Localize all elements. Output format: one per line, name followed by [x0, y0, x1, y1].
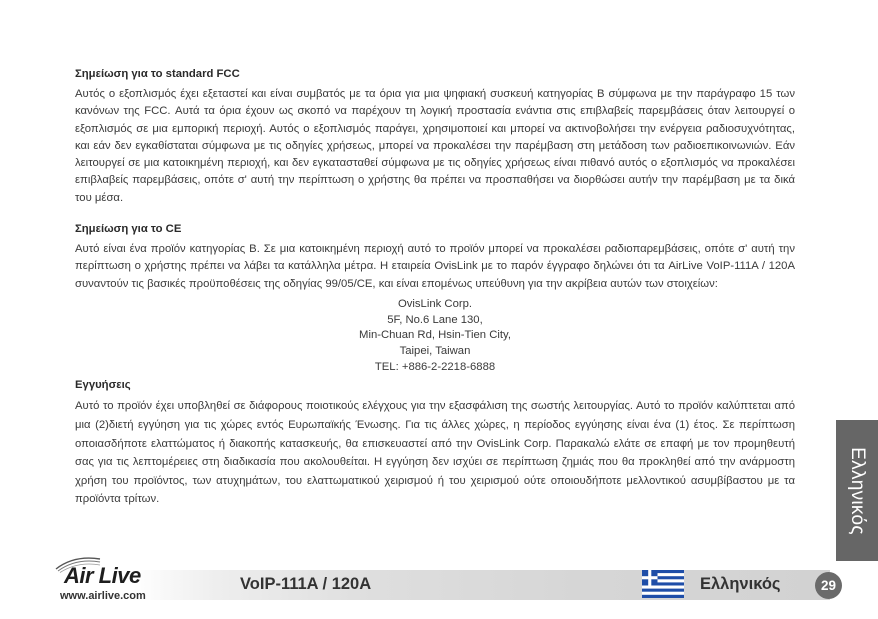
address-line: 5F, No.6 Lane 130,	[387, 313, 483, 326]
page-number: 29	[820, 578, 837, 593]
logo-wordmark: Air Live	[64, 563, 141, 588]
ce-heading: Σημείωση για το CE	[75, 223, 182, 236]
logo-url: www.airlive.com	[60, 590, 146, 602]
model-name: VoIP-111A / 120A	[240, 575, 372, 593]
document-body	[75, 66, 795, 509]
address-phone: TEL: +886-2-2218-6888	[374, 360, 496, 373]
airlive-logo	[54, 553, 178, 603]
address-line: Min-Chuan Rd, Hsin-Tien City,	[359, 329, 511, 342]
address-line: Taipei, Taiwan	[399, 345, 471, 358]
greek-flag-icon	[642, 570, 684, 598]
warranty-paragraph: Αυτό το προϊόν έχει υποβληθεί σε διάφορους ποιοτικούς ελέγχους για την εξασφάλιση της σωστής λειτουργίας. Αυτό το προϊόν καλύπτεται από μια (2)διετή εγγύηση για τις χώρες εντός Ευρωπαϊκής Ένωσης. Για τις άλλες χώρες, η περίοδος εγγύησης είναι ένα (1) έτος. Σε περίπτωση οποιασδήποτε ελαττώματος ή διακοπής κατασκευής, θα επισκευαστεί από την OvisLink Corp. Παρακαλώ ελάτε σε επαφή με τον προμηθευτή σας για τις λεπτομέρειες στη διαδικασία που ακολουθείται. Η εγγύηση δεν ισχύει σε περίπτωση ζημιάς που θα προκληθεί από την ανάρμοστη χρήση του προϊόντος, των ατυχημάτων, του ελαττωματικού χειρισμού ή του χειρισμού ούτε οποιουδήποτε μελλοντικού ασυμβίβαστου με τα προϊόντα τρίτων.	[75, 400, 795, 506]
fcc-heading: Σημείωση για το standard FCC	[75, 68, 240, 80]
side-tab-label: Ελληνικός	[847, 446, 868, 535]
language-side-tab	[836, 420, 878, 561]
warranty-heading: Εγγυήσεις	[75, 379, 131, 392]
company-address	[75, 297, 795, 376]
ce-paragraph: Αυτό είναι ένα προϊόν κατηγορίας B. Σε μια κατοικημένη περιοχή αυτό το προϊόν μπορεί να προκαλέσει ραδιοπαρεμβάσεις, οπότε σ' αυτή την περίπτωση ο χρήστης πρέπει να λάβει τα κατάλληλα μέτρα. Η εταιρεία OvisLink με το παρόν έγγραφο δηλώνει ότι τα AirLive VoIP-111A / 120A συναντούν τις βασικές προϋποθέσεις της οδηγίας 99/05/CE, και είναι επομένως υπεύθυνη για την ακρίβεια αυτών των στοιχείων:	[75, 243, 795, 290]
footer-language-label: Ελληνικός	[700, 575, 781, 593]
page-number-badge	[815, 572, 842, 599]
fcc-paragraph: Αυτός ο εξοπλισμός έχει εξεταστεί και είναι συμβατός με τα όρια για μια ψηφιακή συσκευή κατηγορίας B σύμφωνα με την παράγραφο 15 των κανόνων της FCC. Αυτά τα όρια έχουν ως σκοπό να παρέχουν τη λογική προστασία ενάντια στις επιβλαβείς παρεμβάσεις όταν λειτουργεί ο εξοπλισμός σε μια εμπορική περιοχή. Αυτός ο εξοπλισμός παράγει, χρησιμοποιεί και μπορεί να ακτινοβολήσει την ενέργεια ραδιοσυχνότητας, και εάν δεν εγκαθίσταται σύμφωνα με τις οδηγίες χρήσεως, μπορεί να προκαλέσει την παρέμβαση στη μετάδοση των ραδιοεπικοινωνιών. Εάν λειτουργεί σε μια κατοικημένη περιοχή, και δεν εγκατασταθεί σύμφωνα με τις οδηγίες χρήσεως είναι πιθανό αυτός ο εξοπλισμός να προκαλέσει επιβλαβείς παρεμβάσεις, οπότε σ' αυτή την περίπτωση ο χρήστης θα πρέπει να προσπαθήσει να διορθώσει αυτήν την παρέμβαση με τα δικά του μέσα.	[75, 88, 795, 204]
address-line: OvisLink Corp.	[397, 297, 473, 310]
